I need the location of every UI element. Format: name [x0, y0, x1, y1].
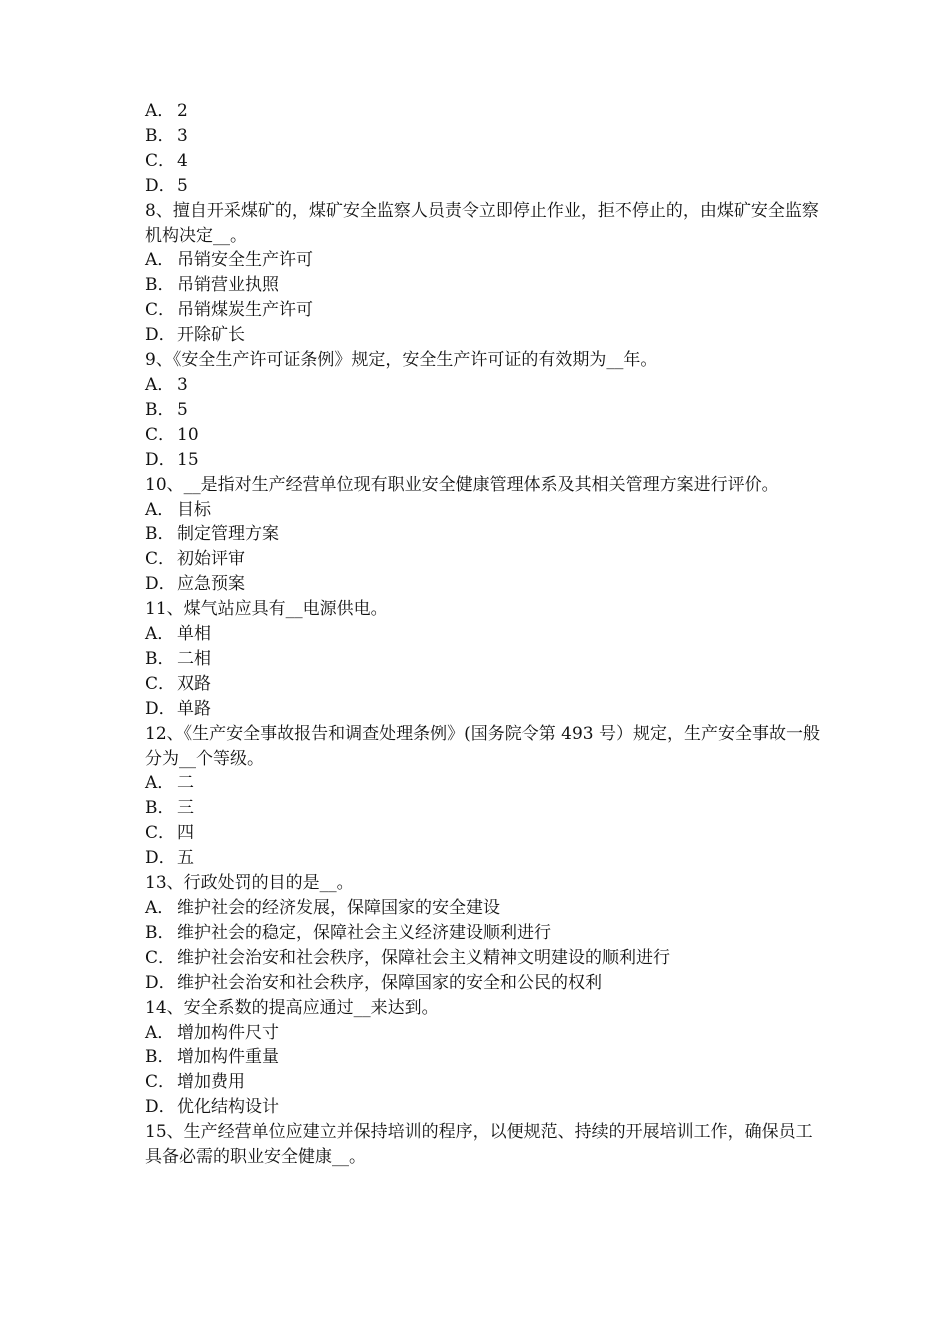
option-text: 维护社会治安和社会秩序，保障社会主义精神文明建设的顺利进行 [177, 947, 670, 968]
exam-page [145, 99, 825, 1170]
option-text: 双路 [177, 673, 211, 694]
option-text: 开除矿长 [177, 325, 245, 346]
answer-option [145, 124, 825, 149]
answer-option [145, 273, 825, 298]
answer-option [145, 821, 825, 846]
answer-option [145, 398, 825, 423]
question-text: 8、擅自开采煤矿的，煤矿安全监察人员责令立即停止作业，拒不停止的，由煤矿安全监察机构决定__。 [145, 200, 819, 246]
option-text: 10 [177, 424, 199, 445]
option-text: 维护社会治安和社会秩序，保障国家的安全和公民的权利 [177, 972, 602, 993]
option-letter: A． [145, 101, 175, 121]
option-text: 增加构件尺寸 [177, 1022, 279, 1043]
option-text: 维护社会的经济发展，保障国家的安全建设 [177, 898, 500, 918]
answer-option [145, 323, 825, 348]
option-letter: A． [145, 1022, 175, 1043]
option-letter: D． [145, 972, 176, 993]
answer-option [145, 1095, 825, 1120]
option-text: 应急预案 [177, 574, 245, 595]
answer-option [145, 672, 825, 697]
option-letter: C． [145, 300, 176, 321]
question-text: 15、生产经营单位应建立并保持培训的程序，以便规范、持续的开展培训工作，确保员工具备必需的职业安全健康__。 [145, 1122, 813, 1168]
option-text: 维护社会的稳定，保障社会主义经济建设顺利进行 [177, 922, 551, 943]
answer-option [145, 796, 825, 821]
answer-option [145, 921, 825, 946]
answer-option [145, 1070, 825, 1095]
option-letter: B． [145, 798, 175, 819]
answer-option [145, 572, 825, 597]
question-text: 10、__是指对生产经营单位现有职业安全健康管理体系及其相关管理方案进行评价。 [145, 474, 779, 495]
option-text: 3 [177, 125, 188, 146]
answer-option [145, 498, 825, 523]
answer-option [145, 846, 825, 871]
option-text: 二相 [177, 648, 211, 669]
option-text: 五 [177, 848, 194, 869]
option-letter: C． [145, 150, 176, 171]
option-text: 三 [177, 798, 194, 819]
answer-option [145, 547, 825, 572]
answer-option [145, 1021, 825, 1046]
option-letter: D． [145, 698, 176, 719]
option-text: 增加构件重量 [177, 1047, 279, 1068]
question-text: 9、《安全生产许可证条例》规定，安全生产许可证的有效期为__年。 [145, 350, 658, 371]
answer-option [145, 298, 825, 323]
option-letter: A． [145, 374, 175, 395]
option-text: 3 [177, 374, 188, 395]
option-letter: C． [145, 673, 176, 694]
option-letter: C． [145, 549, 176, 570]
option-letter: A． [145, 898, 175, 918]
answer-option [145, 622, 825, 647]
question-text: 11、煤气站应具有__电源供电。 [145, 599, 388, 620]
option-letter: D． [145, 848, 176, 869]
option-letter: B． [145, 524, 175, 545]
option-text: 吊销煤炭生产许可 [177, 300, 313, 321]
option-letter: A． [145, 250, 175, 271]
option-letter: D． [145, 175, 176, 196]
answer-option [145, 373, 825, 398]
option-letter: D． [145, 1097, 176, 1118]
option-text: 优化结构设计 [177, 1097, 279, 1118]
option-text: 吊销安全生产许可 [177, 250, 313, 271]
answer-option [145, 174, 825, 199]
option-text: 5 [177, 399, 188, 420]
answer-option [145, 423, 825, 448]
answer-option [145, 771, 825, 796]
option-letter: B． [145, 922, 175, 943]
answer-option [145, 99, 825, 124]
answer-option [145, 697, 825, 722]
question-text: 12、《生产安全事故报告和调查处理条例》(国务院令第 493 号）规定，生产安全事故一般分为__个等级。 [145, 723, 821, 769]
answer-option [145, 896, 825, 921]
question-text: 13、行政处罚的目的是__。 [145, 873, 354, 894]
option-letter: A． [145, 624, 175, 645]
question-text: 14、安全系数的提高应通过__来达到。 [145, 997, 439, 1018]
option-text: 单路 [177, 698, 211, 719]
option-letter: D． [145, 449, 176, 470]
option-letter: A． [145, 499, 175, 520]
option-text: 5 [177, 175, 188, 196]
answer-option [145, 946, 825, 971]
option-text: 制定管理方案 [177, 524, 279, 545]
option-letter: C． [145, 947, 176, 968]
answer-option [145, 971, 825, 996]
option-letter: B． [145, 125, 175, 146]
option-text: 增加费用 [177, 1072, 245, 1093]
option-text: 单相 [177, 624, 211, 645]
answer-option [145, 448, 825, 473]
option-letter: B． [145, 275, 175, 296]
option-text: 15 [177, 449, 199, 470]
option-letter: C． [145, 424, 176, 445]
option-letter: D． [145, 574, 176, 595]
answer-option [145, 522, 825, 547]
option-letter: C． [145, 823, 176, 844]
answer-option [145, 248, 825, 273]
answer-option [145, 149, 825, 174]
answer-option [145, 647, 825, 672]
option-letter: D． [145, 325, 176, 346]
answer-option [145, 1045, 825, 1070]
option-text: 目标 [177, 499, 211, 520]
option-text: 2 [177, 101, 188, 121]
option-letter: B． [145, 1047, 175, 1068]
option-text: 吊销营业执照 [177, 275, 279, 296]
option-text: 初始评审 [177, 549, 245, 570]
option-letter: C． [145, 1072, 176, 1093]
option-letter: B． [145, 648, 175, 669]
option-text: 4 [177, 150, 188, 171]
option-letter: A． [145, 773, 175, 794]
option-letter: B． [145, 399, 175, 420]
option-text: 二 [177, 773, 194, 794]
option-text: 四 [177, 823, 194, 844]
